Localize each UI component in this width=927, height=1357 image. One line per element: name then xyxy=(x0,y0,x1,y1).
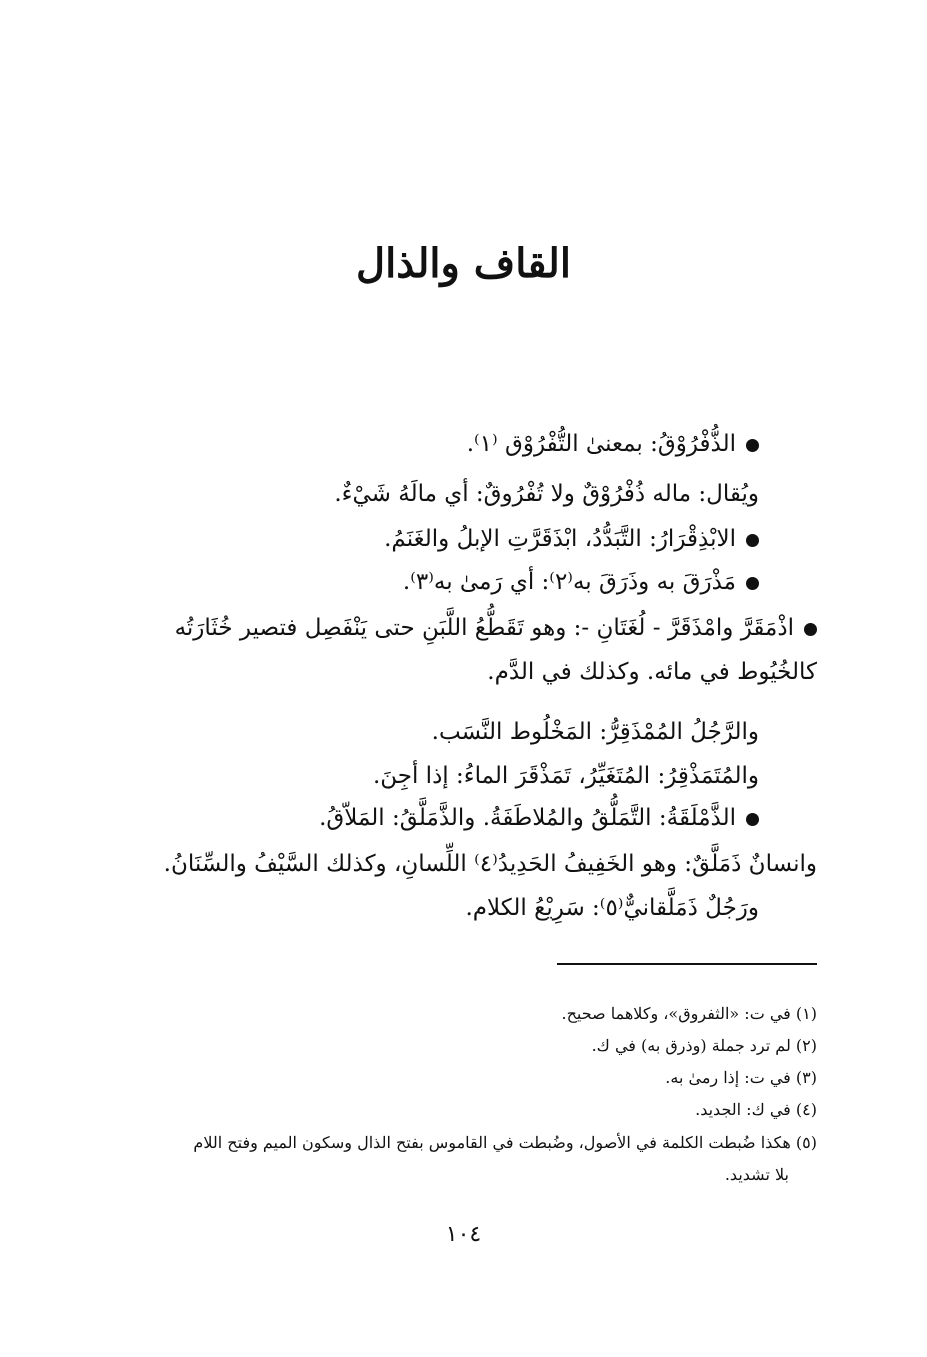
entry-text: كالخُيُوط في مائه. وكذلك في الدَّم. xyxy=(487,659,817,685)
footnote-4: (٤) في ك: الجديد. xyxy=(695,1100,817,1119)
footnote-5: (٥) هكذا ضُبطت الكلمة في الأصول، وضُبطت في القاموس بفتح الذال وسكون الميم وفتح اللام xyxy=(193,1133,817,1152)
entry-text: الابْذِقْرَارُ: التَّبَدُّدُ، ابْذَقَرَّتِ الإبلُ والغَنَمُ. xyxy=(384,526,736,552)
footnote-3: (٣) في ت: إذا رمىٰ به. xyxy=(665,1068,817,1087)
entry-line-2 xyxy=(334,478,759,510)
entry-line-8 xyxy=(373,760,759,792)
footnote-separator xyxy=(557,963,817,965)
entry-text: الذُّفْرُوْقُ: بمعنىٰ التُّفْرُوْق ⁽١⁾. xyxy=(466,431,736,457)
page-title: القاف والذال xyxy=(356,240,571,287)
entry-text: والرَّجُلُ المُمْذَقِرُّ: المَخْلُوط النَّسَب. xyxy=(431,719,759,745)
bullet-icon xyxy=(746,534,759,547)
entry-line-11 xyxy=(465,892,759,924)
bullet-icon xyxy=(746,577,759,590)
entry-line-5 xyxy=(175,612,817,644)
footnote-2: (٢) لم ترد جملة (وذرق به) في ك. xyxy=(591,1036,817,1055)
page-number: ١٠٤ xyxy=(445,1222,482,1247)
entry-text: ويُقال: ماله ذُفْرُوْقٌ ولا تُفْرُوقٌ: أي مالَهُ شَيْءٌ. xyxy=(334,481,759,507)
entry-line-4 xyxy=(403,566,759,598)
entry-text: اذْمَقَرَّ وامْذَقَرَّ - لُغَتَانِ -: وهو تَقَطُّعُ اللَّبَنِ حتى يَنْفَصِل فتصير خُثَارَتُه xyxy=(174,615,794,641)
entry-text: وانسانٌ ذَمَلَّقٌ: وهو الخَفِيفُ الحَدِيدُ⁽٤⁾ اللِّسانِ، وكذلك السَّيْفُ والسِّنَانُ. xyxy=(163,851,817,877)
entry-line-1 xyxy=(467,428,759,460)
entry-line-10 xyxy=(164,848,817,880)
entry-text: مَذْرَقَ به وذَرَقَ به⁽٢⁾: أي رَمىٰ به⁽٣⁾. xyxy=(402,569,736,595)
entry-text: الذَّمْلَقَةُ: التَّمَلُّقُ والمُلاطَفَةُ. والذَّمَلَّقُ: المَلاّقُ. xyxy=(319,805,736,831)
bullet-icon xyxy=(804,623,817,636)
entry-line-9 xyxy=(319,802,759,834)
entry-text: والمُتَمَذْقِرُ: المُتَغَيِّرُ، تَمَذْقَرَ الماءُ: إذا أجِنَ. xyxy=(372,763,759,789)
bullet-icon xyxy=(746,439,759,452)
bullet-icon xyxy=(746,813,759,826)
entry-line-7 xyxy=(432,716,759,748)
entry-text: ورَجُلٌ ذَمَلَّقانيٌّ⁽٥⁾: سَرِيْعُ الكلام. xyxy=(465,895,759,921)
entry-line-6 xyxy=(487,656,817,688)
footnote-1: (١) في ت: «الثفروق»، وكلاهما صحيح. xyxy=(561,1004,817,1023)
footnote-5-continuation: بلا تشديد. xyxy=(724,1165,789,1184)
entry-line-3 xyxy=(384,523,759,555)
